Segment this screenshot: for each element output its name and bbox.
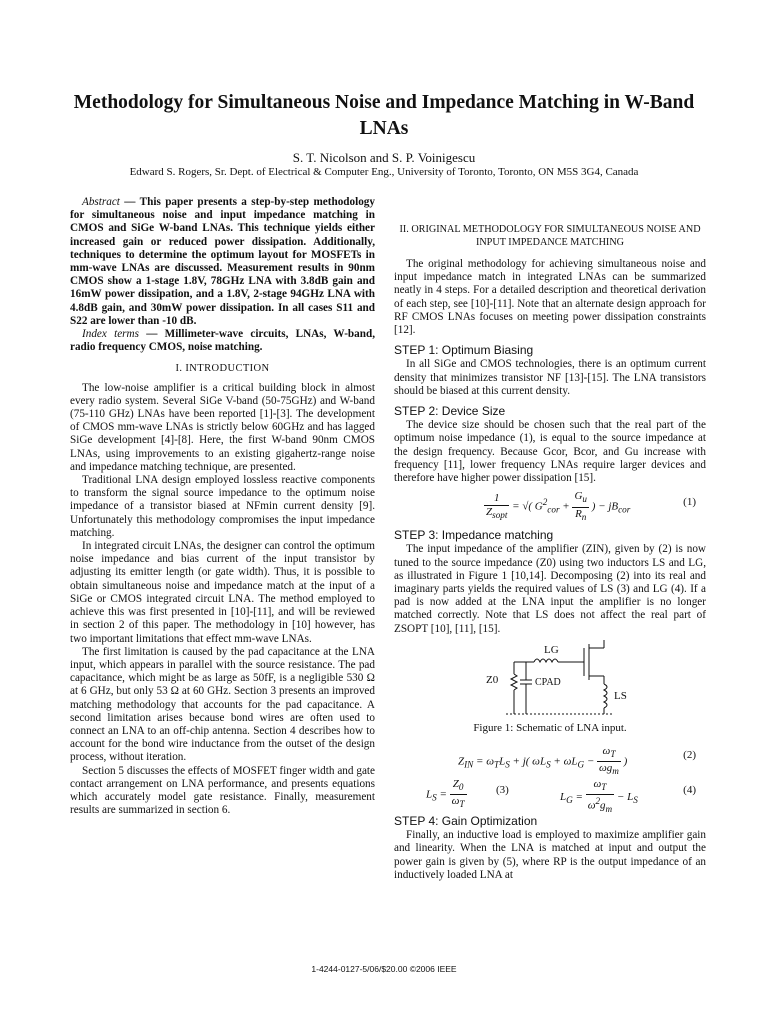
step-4-heading: STEP 4: Gain Optimization: [394, 814, 538, 829]
label-ls: LS: [614, 689, 627, 702]
section-2-heading: II. ORIGINAL METHODOLOGY FOR SIMULTANEOUS NOISE AND INPUT IMPEDANCE MATCHING: [399, 224, 701, 248]
intro-paragraph-2: Traditional LNA design employed lossless reactive components to transform the signal source impedance to the optimum noise impedance of a transistor biased at NFmin current density [9]. Unfortunately this methodology compromises the input impedance matching.: [70, 474, 375, 539]
intro-paragraph-5: Section 5 discusses the effects of MOSFET finger width and gate contact arrangement on LNA performance, and presents equations which accurately model gate resistance. Finally, measurement results are summarized in section 6.: [70, 764, 375, 817]
right-column: [394, 223, 706, 882]
equation-3-number: (3): [496, 784, 509, 797]
paper-title: Methodology for Simultaneous Noise and Impedance Matching in W-Band LNAs: [73, 92, 695, 139]
left-column: [70, 196, 375, 817]
index-terms-text: — Millimeter-wave circuits, LNAs, W-band, radio frequency CMOS, noise matching.: [70, 328, 375, 354]
step-1-text: In all SiGe and CMOS technologies, there is an optimum current density that minimizes transistor NF [13]-[15]. The LNA transistors should be biased at this current density.: [394, 358, 706, 397]
abstract-label: Abstract: [82, 196, 120, 208]
equation-2-number: (2): [683, 749, 696, 762]
equation-1: $\frac{1}{Z_{sopt}}$ = √( $G^2_{cor}$ + $\frac{G_u}{R_n}$ ) − $jB_{cor}$ (1): [486, 490, 696, 522]
index-terms-label: Index terms: [82, 328, 139, 341]
label-cpad: CPAD: [535, 676, 561, 688]
section-2-intro: The original methodology for achieving simultaneous noise and input impedance match in integrated LNAs can be summarized neatly in 4 steps. For a detailed description and theoretical derivation of each step, see [10]-[11]. Note that an alternate design approach for RF CMOS LNAs focuses on meeting power dissipation constraints [12].: [394, 258, 706, 337]
equation-2: $Z_{IN} = \omega_TL_S + j$( $\omega L_S + \omega L_G$ − $\frac{\omega_T}{\omega g_m}$ ) (2): [458, 745, 696, 777]
equation-1-number: (1): [683, 496, 696, 509]
page-footer: 1-4244-0127-5/06/$20.00 ©2006 IEEE: [311, 964, 457, 974]
intro-paragraph-4: The first limitation is caused by the pad capacitance at the LNA input, which appears in parallel with the source resistance. The pad capacitance, which might be as large as 50fF, is a negligible 530 Ω at 6 GHz, but only 53 Ω at 60 GHz. Section 3 presents an improved matching methodology that accounts for the pad capacitance. A second limitation arises because bond wires are often used to connect an LNA to an off-chip antenna. Section 4 describes how to account for the bond wire inductance from the outset of the design process, without iteration.: [70, 645, 375, 764]
figure-1-schematic: [394, 640, 706, 718]
abstract: [70, 196, 375, 328]
abstract-text: — This paper presents a step-by-step methodology for simultaneous noise and input impedance matching in CMOS and SiGe W-band LNAs. This technique yields either increased gain or reduced power dissipation. Additionally, techniques to determine the optimum layout for MOSFETs in mm-wave LNAs are discussed. Measurement results in 90nm CMOS show a 1-stage 1.8V, 78GHz LNA with 3.8dB gain and 16mW power dissipation, and a 1.8V, 2-stage 94GHz LNA with 4.8dB gain, and 30mW power dissipation. In all cases S11 and S22 are lower than -10 dB.: [70, 196, 375, 327]
index-terms: [70, 328, 375, 354]
step-2-heading: STEP 2: Device Size: [394, 404, 506, 419]
intro-paragraph-1: The low-noise amplifier is a critical building block in almost every radio system. Several SiGe V-band (50-75GHz) and W-band (75-110 GHz) LNAs have been reported [1]-[3]. The development of CMOS mm-wave LNAs is strictly below 60GHz and has lagged SiGe development [4]-[8]. Here, the first W-band 90nm CMOS LNAs, using improvements to an existing gigahertz-range noise and impedance matching technique, are presented.: [70, 381, 375, 473]
equation-4-number: (4): [683, 784, 696, 797]
step-2-text: The device size should be chosen such that the real part of the optimum noise impedance (1), is equal to the source impedance at the design frequency. Because Gcor, Bcor, and Gu increase with frequency [11], lower frequency LNAs require larger devices and therefore have higher power dissipation [15].: [394, 419, 706, 485]
step-3-text: The input impedance of the amplifier (ZIN), given by (2) is now tuned to the source impedance (Z0) using two inductors LS and LG, as illustrated in Figure 1 [10,14]. Decomposing (2) into its real and imaginary parts yields the required values of LS (3) and LG (4). If a pad is now added at the LNA input the amplifier is no longer matched correctly. Note that LS does not affect the real part of ZSOPT [10], [11], [15].: [394, 543, 706, 635]
step-3-heading: STEP 3: Impedance matching: [394, 528, 554, 543]
paper-authors: S. T. Nicolson and S. P. Voinigescu: [292, 150, 476, 165]
figure-1-caption: Figure 1: Schematic of LNA input.: [473, 721, 627, 734]
intro-paragraph-3: In integrated circuit LNAs, the designer can control the optimum noise impedance and bias current of the input transistor by adjusting its emitter length (or gate width). Thus, it is possible to obtain simultaneous noise and impedance match at the input of a SiGe or CMOS integrated circuit LNA. The method employed to achieve this was first presented in [10]-[11], and will be reviewed in section 2 of this paper. The methodology in [10] however, has two important limitations that effect mm-wave LNAs.: [70, 540, 375, 645]
section-1-heading: I. INTRODUCTION: [175, 363, 270, 375]
step-4-text: Finally, an inductive load is employed to maximize amplifier gain and linearity. When the LNA is matched at input and output the power gain is given by (5), where RP is the output impedance of an inductively loaded LNA at: [394, 829, 706, 881]
label-z0: Z0: [486, 673, 499, 686]
step-1-heading: STEP 1: Optimum Biasing: [394, 343, 534, 358]
label-lg: LG: [544, 643, 559, 656]
equations-3-4: $L_S$ = $\frac{Z_0}{\omega_T}$ (3) $L_G$ = $\frac{\omega_T}{\omega^2g_m}$ − $L_S$ (4): [426, 778, 696, 815]
paper-affiliation: Edward S. Rogers, Sr. Dept. of Electrical & Computer Eng., University of Toronto, Toronto, ON M5S 3G4, Canada: [129, 166, 639, 178]
